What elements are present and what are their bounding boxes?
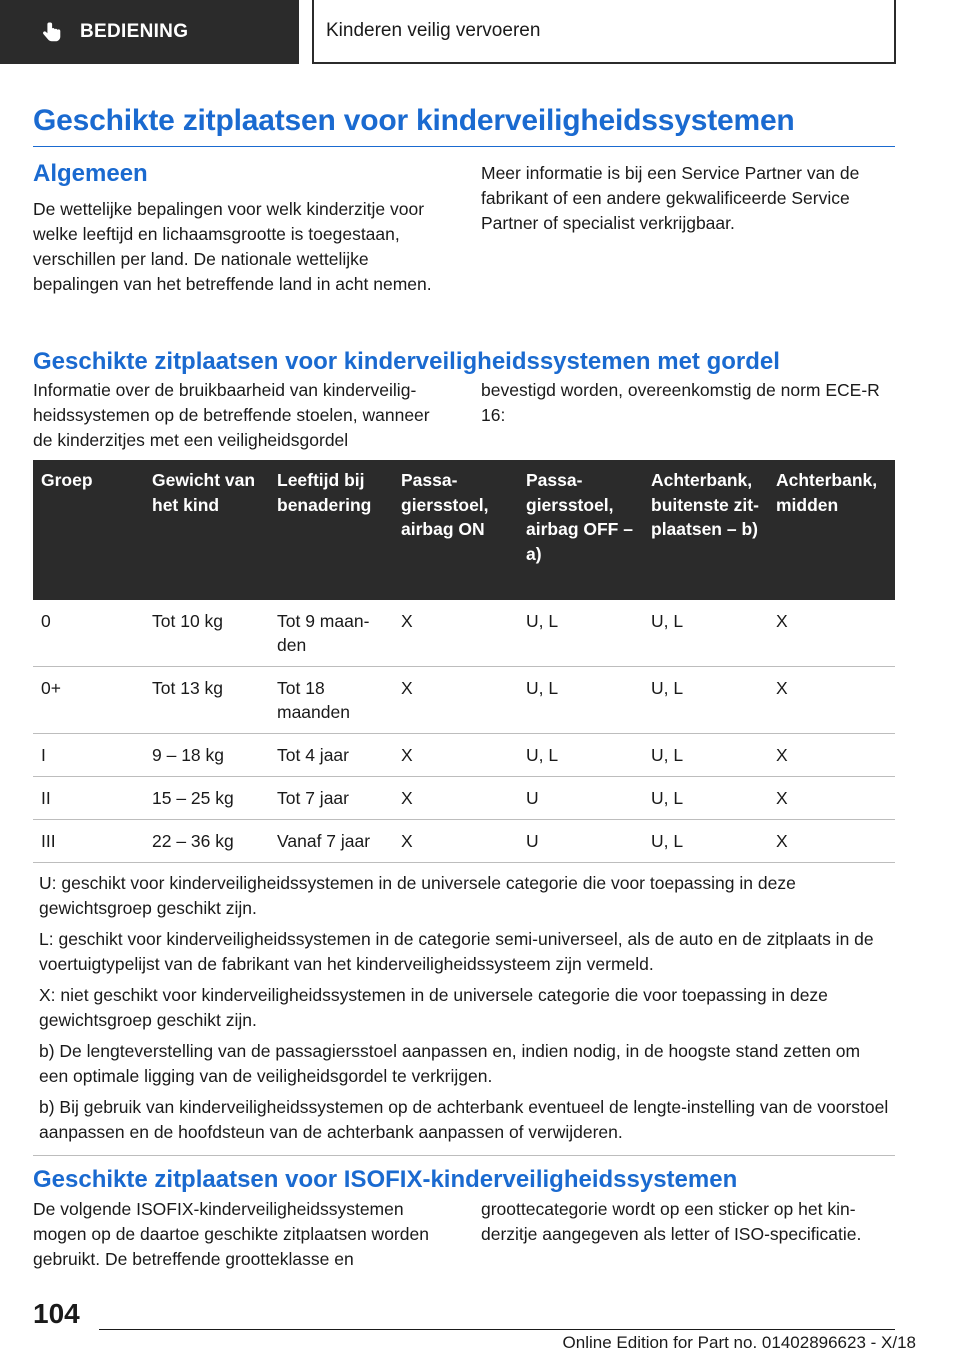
table-row bbox=[33, 600, 895, 667]
gordel-text-right: bevestigd worden, overeenkomstig de norm ECE-R 16: bbox=[481, 380, 880, 425]
isofix-text-left: De volgende ISOFIX-kinderveiligheidssystemen mogen op de daartoe geschikte zitplaatsen worden gebruikt. De betreffende grootteklasse en bbox=[33, 1199, 429, 1269]
gordel-text-left: Informatie over de bruikbaarheid van kinderveiligheidssystemen op de betreffende stoelen, wanneer de kinderzitjes met een veiligheidsgordel bbox=[33, 380, 430, 450]
heading-isofix: Geschikte zitplaatsen voor ISOFIX-kinderveiligheidssystemen bbox=[33, 1166, 738, 1193]
table-cell: 9 – 18 kg bbox=[144, 734, 269, 777]
col-header-airbag-off: Passagiersstoel, airbag OFF – a) bbox=[518, 460, 643, 600]
table-cell: X bbox=[768, 734, 895, 777]
algemeen-text-left: De wettelijke bepalingen voor welk kinderzitje voor welke leeftijd en lichaamsgrootte is toegestaan, verschillen per land. De nationale wettelijke bepalingen van het betreffende land in acht nemen. bbox=[33, 199, 432, 294]
child-seat-table bbox=[33, 460, 895, 1156]
table-notes bbox=[33, 863, 895, 1156]
table-row bbox=[33, 734, 895, 777]
page-header bbox=[0, 0, 960, 66]
heading-gordel: Geschikte zitplaatsen voor kinderveiligheidssystemen met gordel bbox=[33, 348, 780, 375]
table-cell: X bbox=[768, 820, 895, 863]
table-cell: Tot 10 kg bbox=[144, 600, 269, 667]
table-cell: 15 – 25 kg bbox=[144, 777, 269, 820]
table-cell: U, L bbox=[643, 667, 768, 734]
table-cell: X bbox=[393, 820, 518, 863]
col-header-achterbank-buiten: Achterbank, buitenste zitplaatsen – b) bbox=[643, 460, 768, 600]
table-cell: Tot 7 jaar bbox=[269, 777, 393, 820]
table-cell: U, L bbox=[518, 734, 643, 777]
table-cell: U, L bbox=[643, 734, 768, 777]
table-cell: 22 – 36 kg bbox=[144, 820, 269, 863]
footer-divider bbox=[99, 1329, 895, 1330]
hand-pointer-icon bbox=[40, 20, 64, 44]
table-cell: Tot 18 maanden bbox=[269, 667, 393, 734]
table-cell: 0+ bbox=[33, 667, 144, 734]
table-cell: X bbox=[393, 667, 518, 734]
table-cell: X bbox=[393, 600, 518, 667]
footer-edition: Online Edition for Part no. 01402896623 - X/18 bbox=[562, 1333, 916, 1352]
col-header-gewicht: Gewicht van het kind bbox=[144, 460, 269, 600]
table-cell: 0 bbox=[33, 600, 144, 667]
table-cell: X bbox=[768, 667, 895, 734]
table-cell: U, L bbox=[518, 600, 643, 667]
table-header-row bbox=[33, 460, 895, 600]
table-cell: U, L bbox=[643, 777, 768, 820]
table-row bbox=[33, 667, 895, 734]
table-cell: U, L bbox=[643, 600, 768, 667]
chapter-label: Kinderen veilig vervoeren bbox=[326, 20, 541, 41]
table-notes-row bbox=[33, 863, 895, 1156]
page-number: 104 bbox=[33, 1298, 80, 1329]
section-label: BEDIENING bbox=[80, 21, 189, 42]
col-header-achterbank-midden: Achterbank, midden bbox=[768, 460, 895, 600]
col-header-leeftijd: Leeftijd bij benadering bbox=[269, 460, 393, 600]
isofix-text-right: groottecategorie wordt op een sticker op het kinderzitje aangegeven als letter of ISO-specificatie. bbox=[481, 1199, 862, 1244]
note-l: L: geschikt voor kinderveiligheidssystemen in de categorie semi-universeel, als de auto en de zitplaats in de voertuigtypelijst van de fabrikant van het kinderveiligheidssysteem zijn vermeld. bbox=[39, 929, 874, 974]
table-cell: II bbox=[33, 777, 144, 820]
col-header-airbag-on: Passagiersstoel, airbag ON bbox=[393, 460, 518, 600]
table-row bbox=[33, 820, 895, 863]
table-cell: U, L bbox=[518, 667, 643, 734]
table-cell: III bbox=[33, 820, 144, 863]
table-cell: X bbox=[768, 777, 895, 820]
table-cell: Tot 9 maanden bbox=[269, 600, 393, 667]
table-cell: U, L bbox=[643, 820, 768, 863]
table-cell: U bbox=[518, 777, 643, 820]
note-b-rear: b) Bij gebruik van kinderveiligheidssystemen op de achterbank eventueel de lengte-instelling van de voorstoel aanpassen en de hoofdsteun van de achterbank aanpassen of verwijderen. bbox=[39, 1097, 889, 1142]
table-cell: Tot 13 kg bbox=[144, 667, 269, 734]
algemeen-text-right: Meer informatie is bij een Service Partner van de fabrikant of een andere gekwalificeerde Service Partner of specialist verkrijgbaar. bbox=[481, 163, 860, 233]
table-cell: X bbox=[768, 600, 895, 667]
note-x: X: niet geschikt voor kinderveiligheidssystemen in de universele categorie die voor toepassing in deze gewichtsgroep geschikt zijn. bbox=[39, 985, 828, 1030]
chapter-box bbox=[312, 0, 896, 64]
table-cell: X bbox=[393, 777, 518, 820]
col-header-groep: Groep bbox=[33, 460, 144, 600]
table-row bbox=[33, 777, 895, 820]
table-cell: Tot 4 jaar bbox=[269, 734, 393, 777]
section-tab bbox=[0, 0, 299, 64]
table-cell: X bbox=[393, 734, 518, 777]
table-cell: Vanaf 7 jaar bbox=[269, 820, 393, 863]
note-b-passenger: b) De lengteverstelling van de passagiersstoel aanpassen en, indien nodig, in de hoogste stand zetten om een optimale ligging van de veiligheidsgordel te verkrijgen. bbox=[39, 1041, 861, 1086]
heading-algemeen: Algemeen bbox=[33, 160, 148, 187]
table-cell: I bbox=[33, 734, 144, 777]
note-u: U: geschikt voor kinderveiligheidssystemen in de universele categorie die voor toepassing in deze gewichtsgroep geschikt zijn. bbox=[39, 873, 796, 918]
page-title: Geschikte zitplaatsen voor kinderveiligheidssystemen bbox=[33, 104, 795, 137]
table-cell: U bbox=[518, 820, 643, 863]
title-divider bbox=[33, 146, 895, 147]
